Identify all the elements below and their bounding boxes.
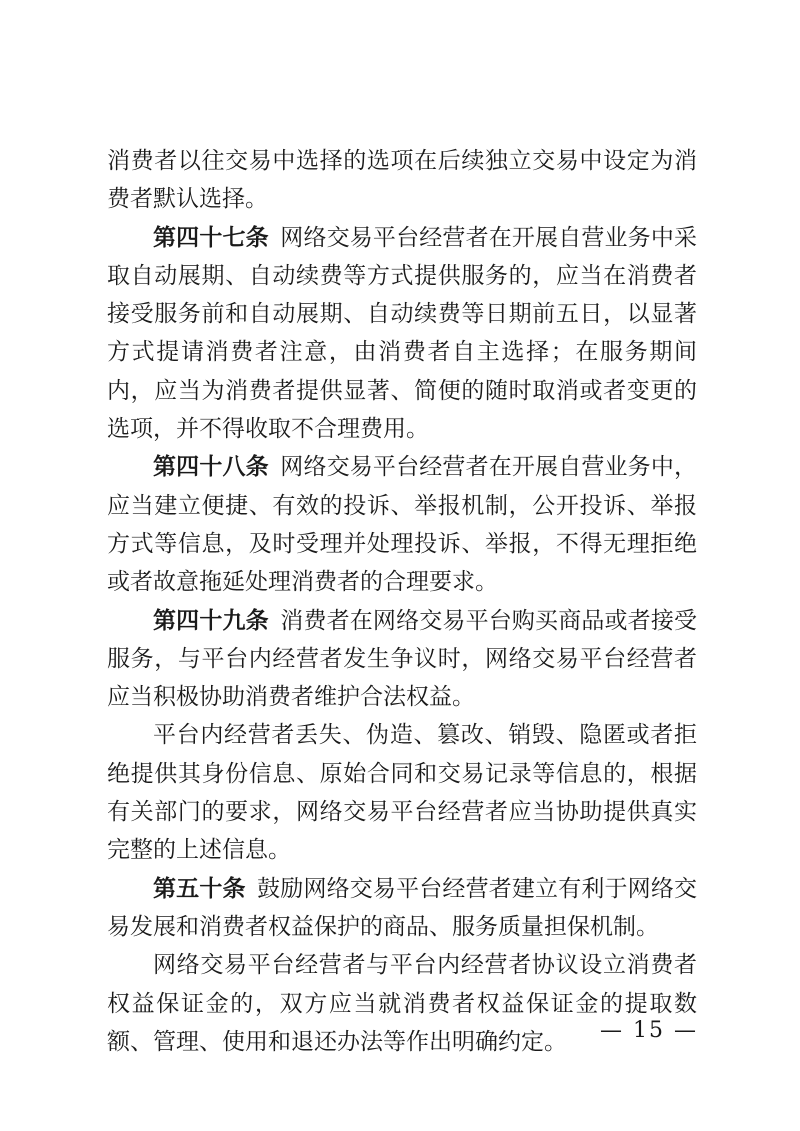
article-47-paragraph bbox=[107, 219, 697, 449]
article-48-paragraph bbox=[107, 448, 697, 601]
article-50-paragraph-2 bbox=[107, 946, 697, 1061]
article-50-paragraph bbox=[107, 870, 697, 947]
paragraph-1 bbox=[107, 142, 697, 219]
article-49-text: 消费者在网络交易平台购买商品或者接受服务，与平台内经营者发生争议时，网络交易平台经营者应当积极协助消费者维护合法权益。 bbox=[107, 607, 698, 711]
article-49-paragraph-2 bbox=[107, 716, 697, 869]
article-48-text: 网络交易平台经营者在开展自营业务中，应当建立便捷、有效的投诉、举报机制，公开投诉、举报方式等信息，及时受理并处理投诉、举报，不得无理拒绝或者故意拖延处理消费者的合理要求。 bbox=[107, 454, 698, 596]
article-49-paragraph bbox=[107, 602, 697, 717]
article-50-text: 鼓励网络交易平台经营者建立有利于网络交易发展和消费者权益保护的商品、服务质量担保机制。 bbox=[107, 875, 698, 940]
article-49-title: 第四十九条 bbox=[153, 606, 269, 634]
paragraph-1-text: 消费者以往交易中选择的选项在后续独立交易中设定为消费者默认选择。 bbox=[107, 148, 697, 213]
article-50-title: 第五十条 bbox=[153, 874, 246, 902]
document-body bbox=[107, 142, 697, 1061]
article-47-title: 第四十七条 bbox=[153, 223, 269, 251]
article-50-paragraph-2-text: 网络交易平台经营者与平台内经营者协议设立消费者权益保证金的，双方应当就消费者权益保证金的提取数额、管理、使用和退还办法等作出明确约定。 bbox=[107, 952, 697, 1055]
page-number: — 15 — bbox=[600, 1018, 698, 1043]
article-47-text: 网络交易平台经营者在开展自营业务中采取自动展期、自动续费等方式提供服务的，应当在消费者接受服务前和自动展期、自动续费等日期前五日，以显著方式提请消费者注意，由消费者自主选择；在服务期间内，应当为消费者提供显著、简便的随时取消或者变更的选项，并不得收取不合理费用。 bbox=[107, 224, 698, 443]
article-48-title: 第四十八条 bbox=[153, 453, 269, 481]
article-49-paragraph-2-text: 平台内经营者丢失、伪造、篡改、销毁、隐匿或者拒绝提供其身份信息、原始合同和交易记录等信息的，根据有关部门的要求，网络交易平台经营者应当协助提供真实完整的上述信息。 bbox=[107, 722, 697, 864]
